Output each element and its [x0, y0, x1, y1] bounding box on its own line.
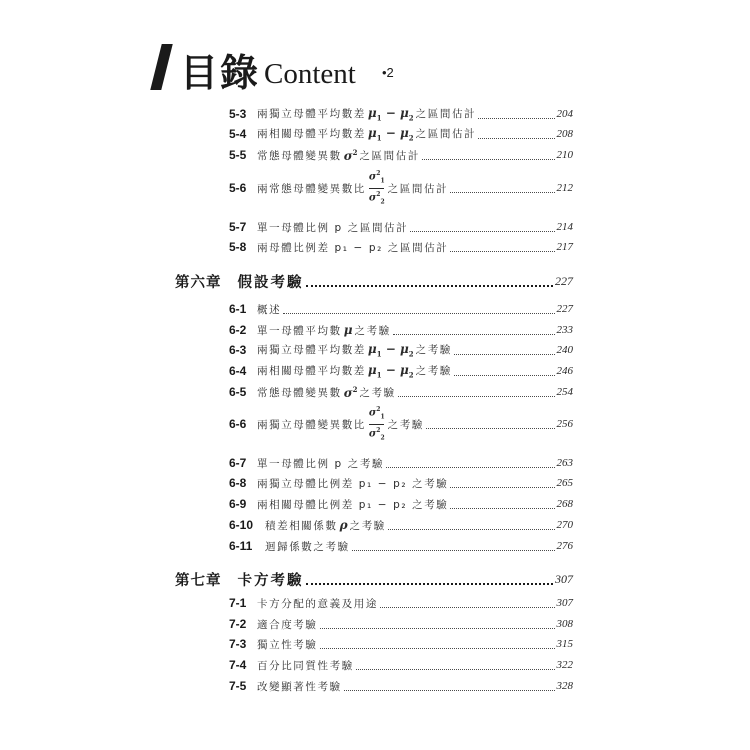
entry-number: 6-1 — [229, 302, 247, 316]
dot-leader — [386, 463, 554, 468]
dot-leader — [306, 281, 554, 287]
entry-page: 208 — [556, 128, 573, 140]
dot-leader — [450, 504, 554, 509]
entry-page: 308 — [556, 618, 573, 630]
toc-entry-5-8[interactable] — [229, 237, 573, 257]
entry-number: 7-5 — [229, 679, 247, 693]
math-mu-diff: $\mu_1 - \mu_2$ — [367, 341, 414, 359]
entry-number: 6-11 — [229, 539, 253, 553]
toc-entry-5-6[interactable] — [229, 168, 573, 208]
toc-entry-7-2[interactable] — [229, 614, 573, 634]
entry-title: 概述 — [257, 303, 282, 316]
entry-title: 單一母體比例 p 之考驗 — [257, 457, 385, 470]
dot-leader — [478, 134, 554, 139]
toc-english-title: Content — [264, 58, 356, 90]
header-page-number: •2 — [382, 65, 394, 80]
toc-entry-5-4[interactable] — [229, 124, 573, 144]
toc-entry-6-8[interactable] — [229, 473, 573, 493]
entry-title: 兩獨立母體平均數差 $\mu_1 - \mu_2$ 之區間估計 — [257, 105, 477, 123]
toc-entry-7-4[interactable] — [229, 655, 573, 675]
entry-number: 6-7 — [229, 456, 247, 470]
entry-page: 263 — [556, 457, 573, 469]
dot-leader — [356, 665, 555, 670]
entry-page: 240 — [556, 344, 573, 356]
entry-page: 268 — [556, 498, 573, 510]
entry-title: 兩母體比例差 p₁ − p₂ 之區間估計 — [257, 241, 449, 254]
dot-leader — [450, 483, 554, 488]
entry-number: 5-6 — [229, 181, 247, 195]
entry-page: 214 — [556, 221, 573, 233]
toc-title: 目錄 — [180, 51, 261, 95]
entry-number: 7-3 — [229, 637, 247, 651]
dot-leader — [283, 309, 554, 314]
math-sigma-squared: $\sigma^2$ — [343, 147, 358, 163]
entry-page: 276 — [556, 540, 573, 552]
entry-number: 6-3 — [229, 343, 247, 357]
math-mu-diff: $\mu_1 - \mu_2$ — [367, 362, 414, 380]
toc-entry-6-7[interactable] — [229, 453, 573, 473]
entry-title: 卡方分配的意義及用途 — [257, 597, 378, 610]
entry-page: 265 — [556, 477, 573, 489]
chapter-title: 卡方考驗 — [237, 572, 304, 589]
dot-leader — [450, 188, 554, 193]
dot-leader — [393, 330, 555, 335]
entry-number: 6-4 — [229, 364, 247, 378]
entry-number: 7-2 — [229, 617, 247, 631]
dot-leader — [422, 155, 555, 160]
entry-title: 單一母體比例 p 之區間估計 — [257, 221, 409, 234]
toc-entry-6-1[interactable] — [229, 299, 573, 319]
toc-entry-5-3[interactable] — [229, 104, 573, 124]
entry-number: 7-4 — [229, 658, 247, 672]
toc-entry-6-9[interactable] — [229, 494, 573, 514]
entry-number: 6-6 — [229, 417, 247, 431]
dot-leader — [380, 603, 555, 608]
entry-title: 百分比同質性考驗 — [257, 659, 354, 672]
toc-entry-6-10[interactable] — [229, 515, 573, 535]
entry-page: 315 — [556, 638, 573, 650]
entry-number: 5-3 — [229, 107, 247, 121]
entry-title: 兩相關母體平均數差 $\mu_1 - \mu_2$ 之區間估計 — [257, 125, 477, 143]
math-mu-diff: $\mu_1 - \mu_2$ — [367, 125, 414, 143]
entry-number: 6-9 — [229, 497, 247, 511]
entry-title: 兩獨立母體比例差 p₁ − p₂ 之考驗 — [257, 477, 449, 490]
dot-leader — [410, 227, 554, 232]
entry-title: 積差相關係數 ρ 之考驗 — [265, 518, 386, 532]
entry-title: 單一母體平均數 μ 之考驗 — [257, 323, 391, 337]
entry-title: 適合度考驗 — [257, 618, 318, 631]
entry-title: 兩相關母體平均數差 $\mu_1 - \mu_2$ 之考驗 — [257, 362, 452, 380]
toc-entry-6-2[interactable] — [229, 320, 573, 340]
dot-leader — [454, 350, 555, 355]
math-sigma-squared: $\sigma^2$ — [343, 384, 358, 400]
entry-title: 兩相關母體比例差 p₁ − p₂ 之考驗 — [257, 498, 449, 511]
entry-page: 270 — [556, 519, 573, 531]
dot-leader — [398, 392, 555, 397]
dot-leader — [450, 247, 554, 252]
dot-leader — [344, 686, 555, 691]
entry-title: 兩獨立母體平均數差 $\mu_1 - \mu_2$ 之考驗 — [257, 341, 452, 359]
chapter-page: 307 — [555, 571, 573, 586]
entry-number: 5-8 — [229, 240, 247, 254]
toc-entry-6-6[interactable] — [229, 404, 573, 444]
entry-number: 6-5 — [229, 385, 247, 399]
dot-leader — [320, 644, 555, 649]
entry-number: 6-10 — [229, 518, 254, 532]
chapter-number: 第六章 — [175, 274, 222, 291]
toc-entry-7-1[interactable] — [229, 593, 573, 613]
toc-entry-6-4[interactable] — [229, 361, 573, 381]
entry-page: 254 — [556, 386, 573, 398]
toc-chapter-6[interactable] — [175, 268, 573, 294]
entry-page: 204 — [556, 108, 573, 120]
entry-title: 獨立性考驗 — [257, 638, 318, 651]
entry-number: 6-2 — [229, 323, 247, 337]
toc-entry-7-5[interactable] — [229, 676, 573, 696]
toc-entry-6-5[interactable] — [229, 382, 573, 402]
math-mu: μ — [343, 323, 353, 337]
chapter-number: 第七章 — [175, 572, 222, 589]
chapter-page: 227 — [555, 273, 573, 288]
entry-title: 改變顯著性考驗 — [257, 680, 342, 693]
dot-leader — [454, 371, 555, 376]
dot-leader — [478, 114, 554, 119]
entry-page: 246 — [556, 365, 573, 377]
toc-entry-6-3[interactable] — [229, 340, 573, 360]
math-rho: ρ — [339, 518, 348, 532]
math-variance-ratio: $\frac{\sigma^2_1}{\sigma^2_2}$ — [368, 170, 385, 205]
toc-entry-5-5[interactable] — [229, 145, 573, 165]
entry-number: 5-7 — [229, 220, 247, 234]
title-slash-mark — [150, 44, 172, 90]
entry-page: 217 — [556, 241, 573, 253]
dot-leader — [306, 579, 554, 585]
entry-title: 迴歸係數之考驗 — [265, 540, 350, 553]
dot-leader — [426, 424, 555, 429]
toc-entry-6-11[interactable] — [229, 536, 573, 556]
entry-number: 6-8 — [229, 476, 247, 490]
entry-title: 常態母體變異數 $\sigma^2$ 之區間估計 — [257, 147, 420, 163]
entry-number: 5-4 — [229, 127, 247, 141]
entry-page: 322 — [556, 659, 573, 671]
entry-number: 7-1 — [229, 596, 247, 610]
dot-leader — [388, 525, 555, 530]
toc-entry-7-3[interactable] — [229, 634, 573, 654]
math-mu-diff: $\mu_1 - \mu_2$ — [367, 105, 414, 123]
entry-page: 256 — [556, 418, 573, 430]
entry-title: 兩獨立母體變異數比 $\frac{\sigma^2_1}{\sigma^2_2}$ 之考驗 — [257, 404, 424, 444]
entry-title: 常態母體變異數 $\sigma^2$ 之考驗 — [257, 384, 396, 400]
entry-number: 5-5 — [229, 148, 247, 162]
entry-page: 212 — [556, 182, 573, 194]
entry-title: 兩常態母體變異數比 $\frac{\sigma^2_1}{\sigma^2_2}$ 之區間估計 — [257, 168, 448, 208]
entry-page: 328 — [556, 680, 573, 692]
entry-page: 210 — [556, 149, 573, 161]
entry-page: 233 — [556, 324, 573, 336]
toc-entry-5-7[interactable] — [229, 217, 573, 237]
dot-leader — [352, 546, 555, 551]
toc-chapter-7[interactable] — [175, 566, 573, 592]
math-variance-ratio: $\frac{\sigma^2_1}{\sigma^2_2}$ — [368, 406, 385, 441]
entry-page: 227 — [556, 303, 573, 315]
chapter-title: 假設考驗 — [237, 274, 304, 291]
entry-page: 307 — [556, 597, 573, 609]
dot-leader — [320, 624, 555, 629]
